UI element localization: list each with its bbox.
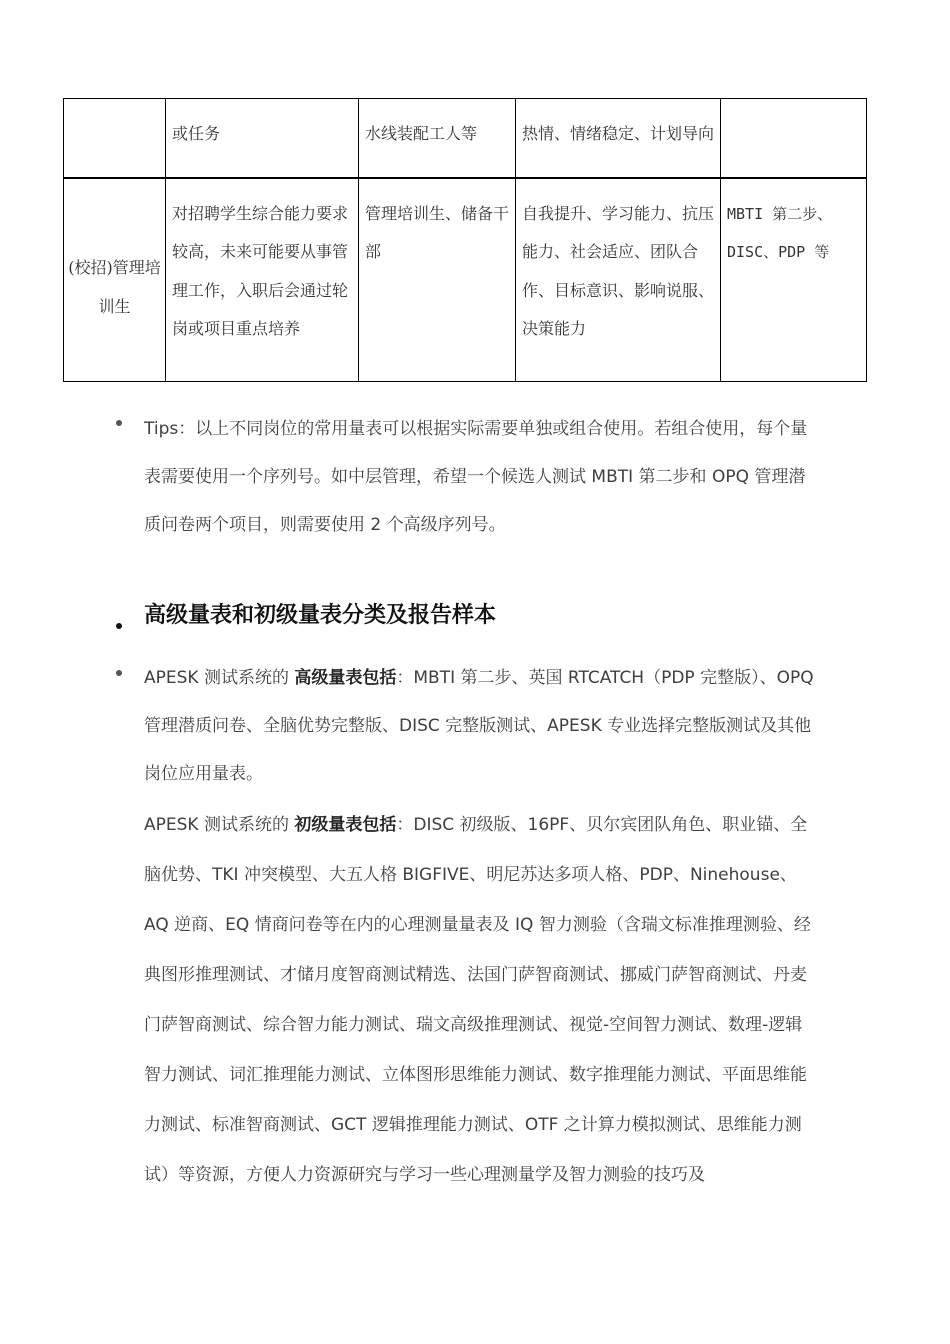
bullet-icon [116,623,122,629]
advanced-scales-paragraph [144,654,816,798]
cell-target: 水线装配工人等 [359,99,516,178]
cell-scales: MBTI 第二步、DISC、PDP 等 [721,178,867,382]
cell-description: 或任务 [166,99,359,178]
basic-label: 初级量表包括 [294,815,397,835]
basic-scales-paragraph [144,800,816,1200]
basic-text: ：DISC 初级版、16PF、贝尔宾团队角色、职业锚、全脑优势、TKI 冲突模型、大五人格 BIGFIVE、明尼苏达多项人格、PDP、Ninehouse、AQ 逆商、EQ 情商问卷等在内的心理测量量表及 IQ 智力测验（含瑞文标准推理测验、经典图形推理测试、才储月度智商测试精选、法国门萨智商测试、挪威门萨智商测试、丹麦门萨智商测试、综合智力能力测试、瑞文高级推理测试、视觉-空间智力测试、数理-逻辑智力测试、词汇推理能力测试、立体图形思维能力测试、数字推理能力测试、平面思维能力测试、标准智商测试、GCT 逻辑推理能力测试、OTF 之计算力模拟测试、思维能力测试）等资源，方便人力资源研究与学习一些心理测量学及智力测验的技巧及 [144,815,811,1185]
cell-position [64,99,166,178]
cell-position: (校招)管理培训生 [64,178,166,382]
advanced-label: 高级量表包括 [294,668,397,688]
cell-competence: 自我提升、学习能力、抗压能力、社会适应、团队合作、目标意识、影响说服、决策能力 [516,178,721,382]
table-row [64,99,867,178]
position-scale-table [63,98,867,382]
cell-description: 对招聘学生综合能力要求较高，未来可能要从事管理工作，入职后会通过轮岗或项目重点培养 [166,178,359,382]
advanced-text: ：MBTI 第二步、英国 RTCATCH（PDP 完整版）、OPQ 管理潜质问卷、全脑优势完整版、DISC 完整版测试、APESK 专业选择完整版测试及其他岗位应用量表。 [144,668,814,784]
cell-competence: 热情、情绪稳定、计划导向 [516,99,721,178]
advanced-prefix: APESK 测试系统的 [144,668,295,688]
bullet-icon [116,420,122,426]
section-heading: 高级量表和初级量表分类及报告样本 [144,603,497,628]
cell-target: 管理培训生、储备干部 [359,178,516,382]
bullet-icon [116,670,122,676]
cell-scales [721,99,867,178]
table-row [64,178,867,382]
tips-paragraph: Tips：以上不同岗位的常用量表可以根据实际需要单独或组合使用。若组合使用，每个量表需要使用一个序列号。如中层管理，希望一个候选人测试 MBTI 第二步和 OPQ 管理潜质问卷两个项目，则需要使用 2 个高级序列号。 [144,419,808,535]
basic-prefix: APESK 测试系统的 [144,815,295,835]
